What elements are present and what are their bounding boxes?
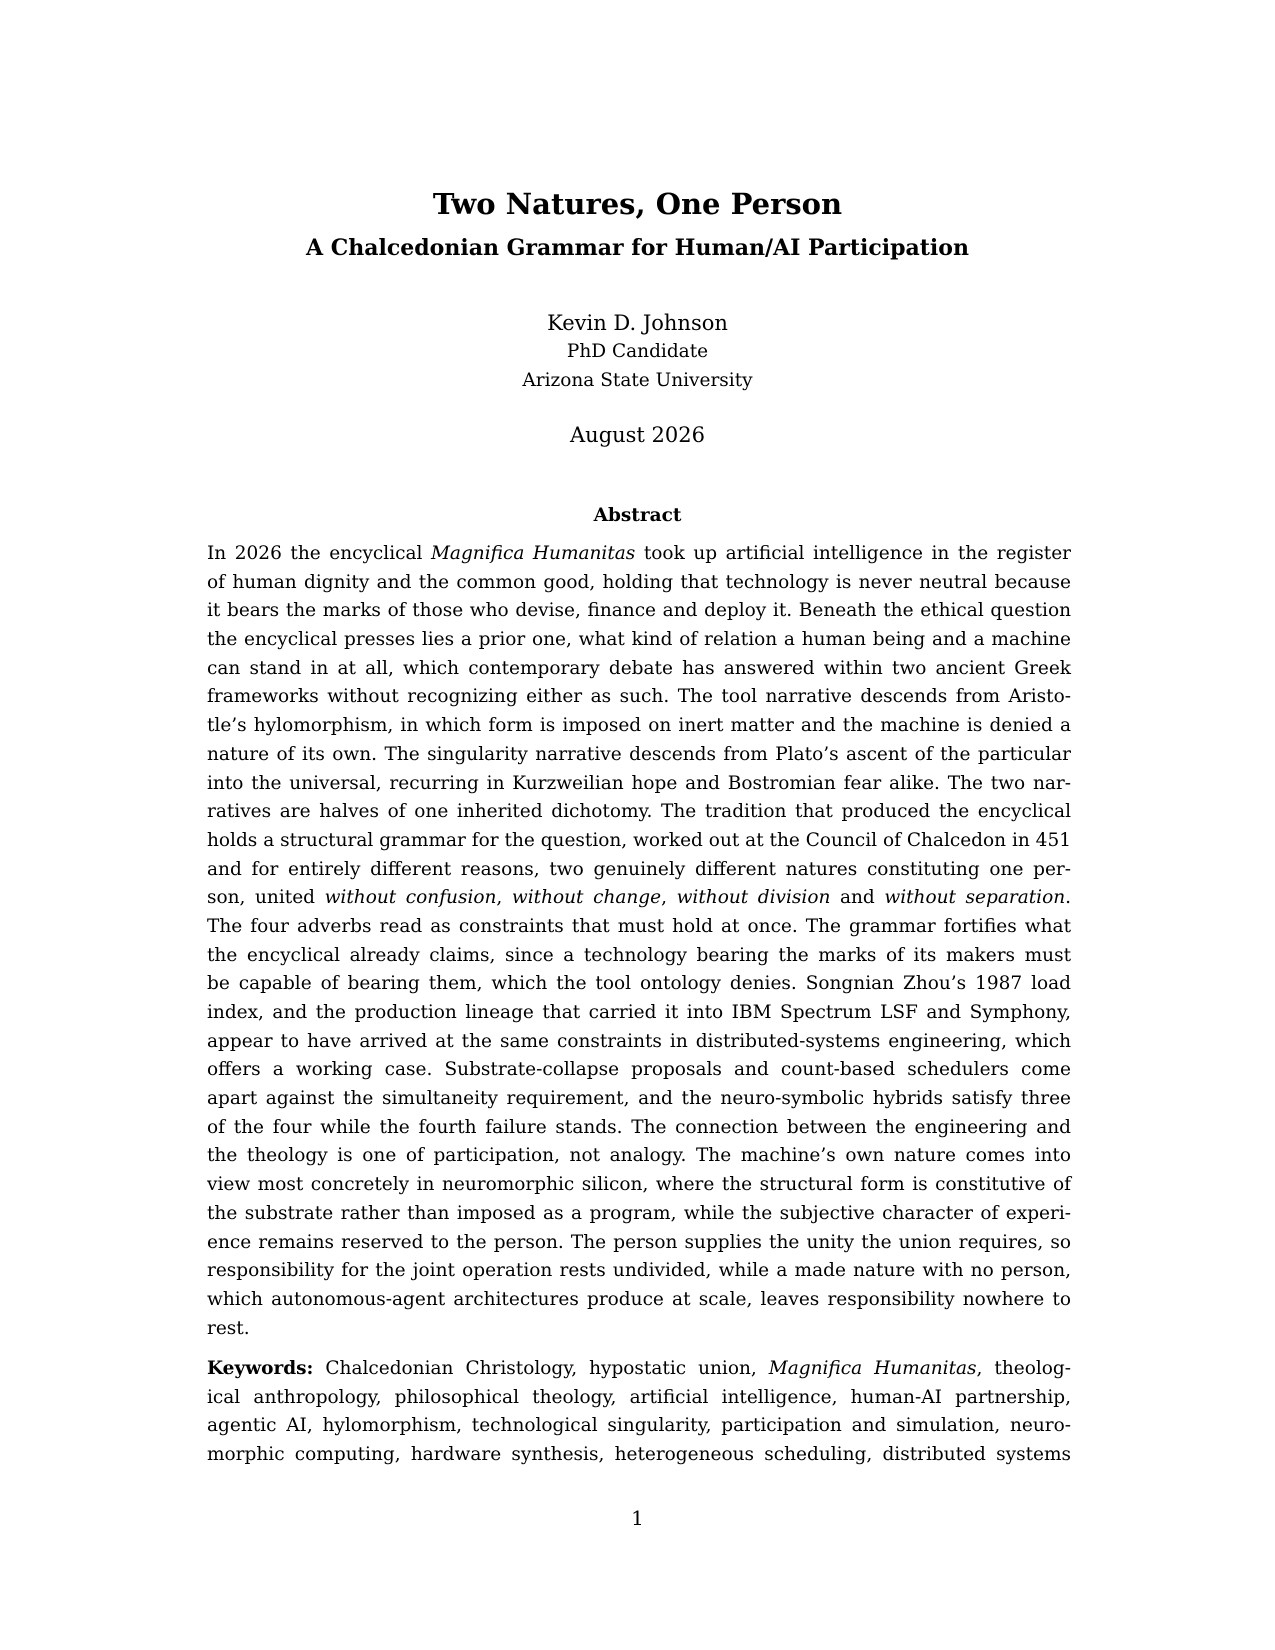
abstract-line: nature of its own. The singularity narrative descends from Plato’s ascent of the particular — [207, 743, 1071, 765]
abstract-line: of human dignity and the common good, holding that technology is never neutral because — [207, 571, 1071, 593]
author-affiliation: Arizona State University — [522, 370, 753, 391]
keywords-block — [207, 1355, 1071, 1470]
encyclical-title: Magnifica Humanitas — [768, 1358, 977, 1379]
adverb-emphasis: without confusion — [324, 887, 497, 909]
abstract-line: The four adverbs read as constraints that must hold at once. The grammar fortifies what — [207, 915, 1071, 937]
keywords-label: Keywords: — [207, 1358, 314, 1379]
abstract-line: into the universal, recurring in Kurzweilian hope and Bostromian fear alike. The two nar- — [207, 772, 1071, 794]
abstract-line: and for entirely different reasons, two genuinely different natures constituting one per- — [207, 858, 1071, 880]
abstract-line: it bears the marks of those who devise, finance and deploy it. Beneath the ethical question — [207, 600, 1071, 622]
abstract-line: offers a working case. Substrate-collapse proposals and count-based schedulers come — [207, 1059, 1071, 1081]
abstract-line: ence remains reserved to the person. The person supplies the unity the union requires, so — [207, 1231, 1071, 1253]
abstract-body — [207, 540, 1071, 1343]
abstract-line: holds a structural grammar for the question, worked out at the Council of Chalcedon in 451 — [207, 829, 1071, 851]
abstract-line: the theology is one of participation, not analogy. The machine’s own nature comes into — [207, 1145, 1071, 1167]
keywords-line: Keywords: Chalcedonian Christology, hypostatic union, Magnifica Humanitas, theolog- — [207, 1358, 1071, 1379]
abstract-line: rest. — [207, 1317, 250, 1339]
abstract-heading: Abstract — [593, 505, 682, 526]
abstract-line: the encyclical presses lies a prior one, what kind of relation a human being and a machine — [207, 629, 1071, 651]
encyclical-title: Magnifica Humanitas — [430, 543, 636, 564]
abstract-line: ratives are halves of one inherited dichotomy. The tradition that produced the encyclical — [207, 801, 1071, 823]
abstract-line: In 2026 the encyclical Magnifica Humanitas took up artificial intelligence in the register — [207, 543, 1071, 564]
keywords-line: morphic computing, hardware synthesis, heterogeneous scheduling, distributed systems — [207, 1444, 1071, 1466]
abstract-line: which autonomous-agent architectures produce at scale, leaves responsibility nowhere to — [207, 1288, 1071, 1310]
adverb-emphasis: without separation — [884, 887, 1066, 909]
paper-title: Two Natures, One Person — [432, 187, 843, 221]
abstract-line: the encyclical already claims, since a technology bearing the marks of its makers must — [207, 944, 1071, 966]
abstract-line: son, united without confusion, without change, without division and without separation. — [207, 887, 1072, 909]
abstract-line: of the four while the fourth failure stands. The connection between the engineering and — [207, 1116, 1071, 1138]
abstract-line: apart against the simultaneity requirement, and the neuro-symbolic hybrids satisfy three — [207, 1088, 1071, 1110]
keywords-line: agentic AI, hylomorphism, technological singularity, participation and simulation, neuro- — [207, 1415, 1071, 1437]
keywords-line: ical anthropology, philosophical theology, artificial intelligence, human-AI partnership, — [207, 1386, 1071, 1408]
abstract-line: frameworks without recognizing either as such. The tool narrative descends from Aristo- — [207, 686, 1071, 708]
author-position: PhD Candidate — [566, 341, 709, 362]
author-name: Kevin D. Johnson — [547, 311, 728, 335]
adverb-emphasis: without division — [676, 887, 831, 909]
abstract-line: appear to have arrived at the same constraints in distributed-systems engineering, which — [207, 1030, 1071, 1052]
abstract-line: responsibility for the joint operation rests undivided, while a made nature with no person, — [207, 1260, 1071, 1282]
abstract-line: can stand in at all, which contemporary debate has answered within two ancient Greek — [207, 657, 1071, 679]
abstract-line: the substrate rather than imposed as a program, while the subjective character of experi- — [207, 1202, 1071, 1224]
paper-date: August 2026 — [570, 423, 705, 447]
abstract-line: index, and the production lineage that carried it into IBM Spectrum LSF and Symphony, — [207, 1002, 1071, 1023]
paper-subtitle: A Chalcedonian Grammar for Human/AI Participation — [306, 235, 969, 261]
abstract-line: tle’s hylomorphism, in which form is imposed on inert matter and the machine is denied a — [207, 715, 1071, 737]
adverb-emphasis: without change — [511, 887, 662, 909]
abstract-line: view most concretely in neuromorphic silicon, where the structural form is constitutive of — [207, 1174, 1071, 1196]
abstract-line: be capable of bearing them, which the tool ontology denies. Songnian Zhou’s 1987 load — [207, 973, 1071, 995]
page-number: 1 — [631, 1506, 644, 1530]
